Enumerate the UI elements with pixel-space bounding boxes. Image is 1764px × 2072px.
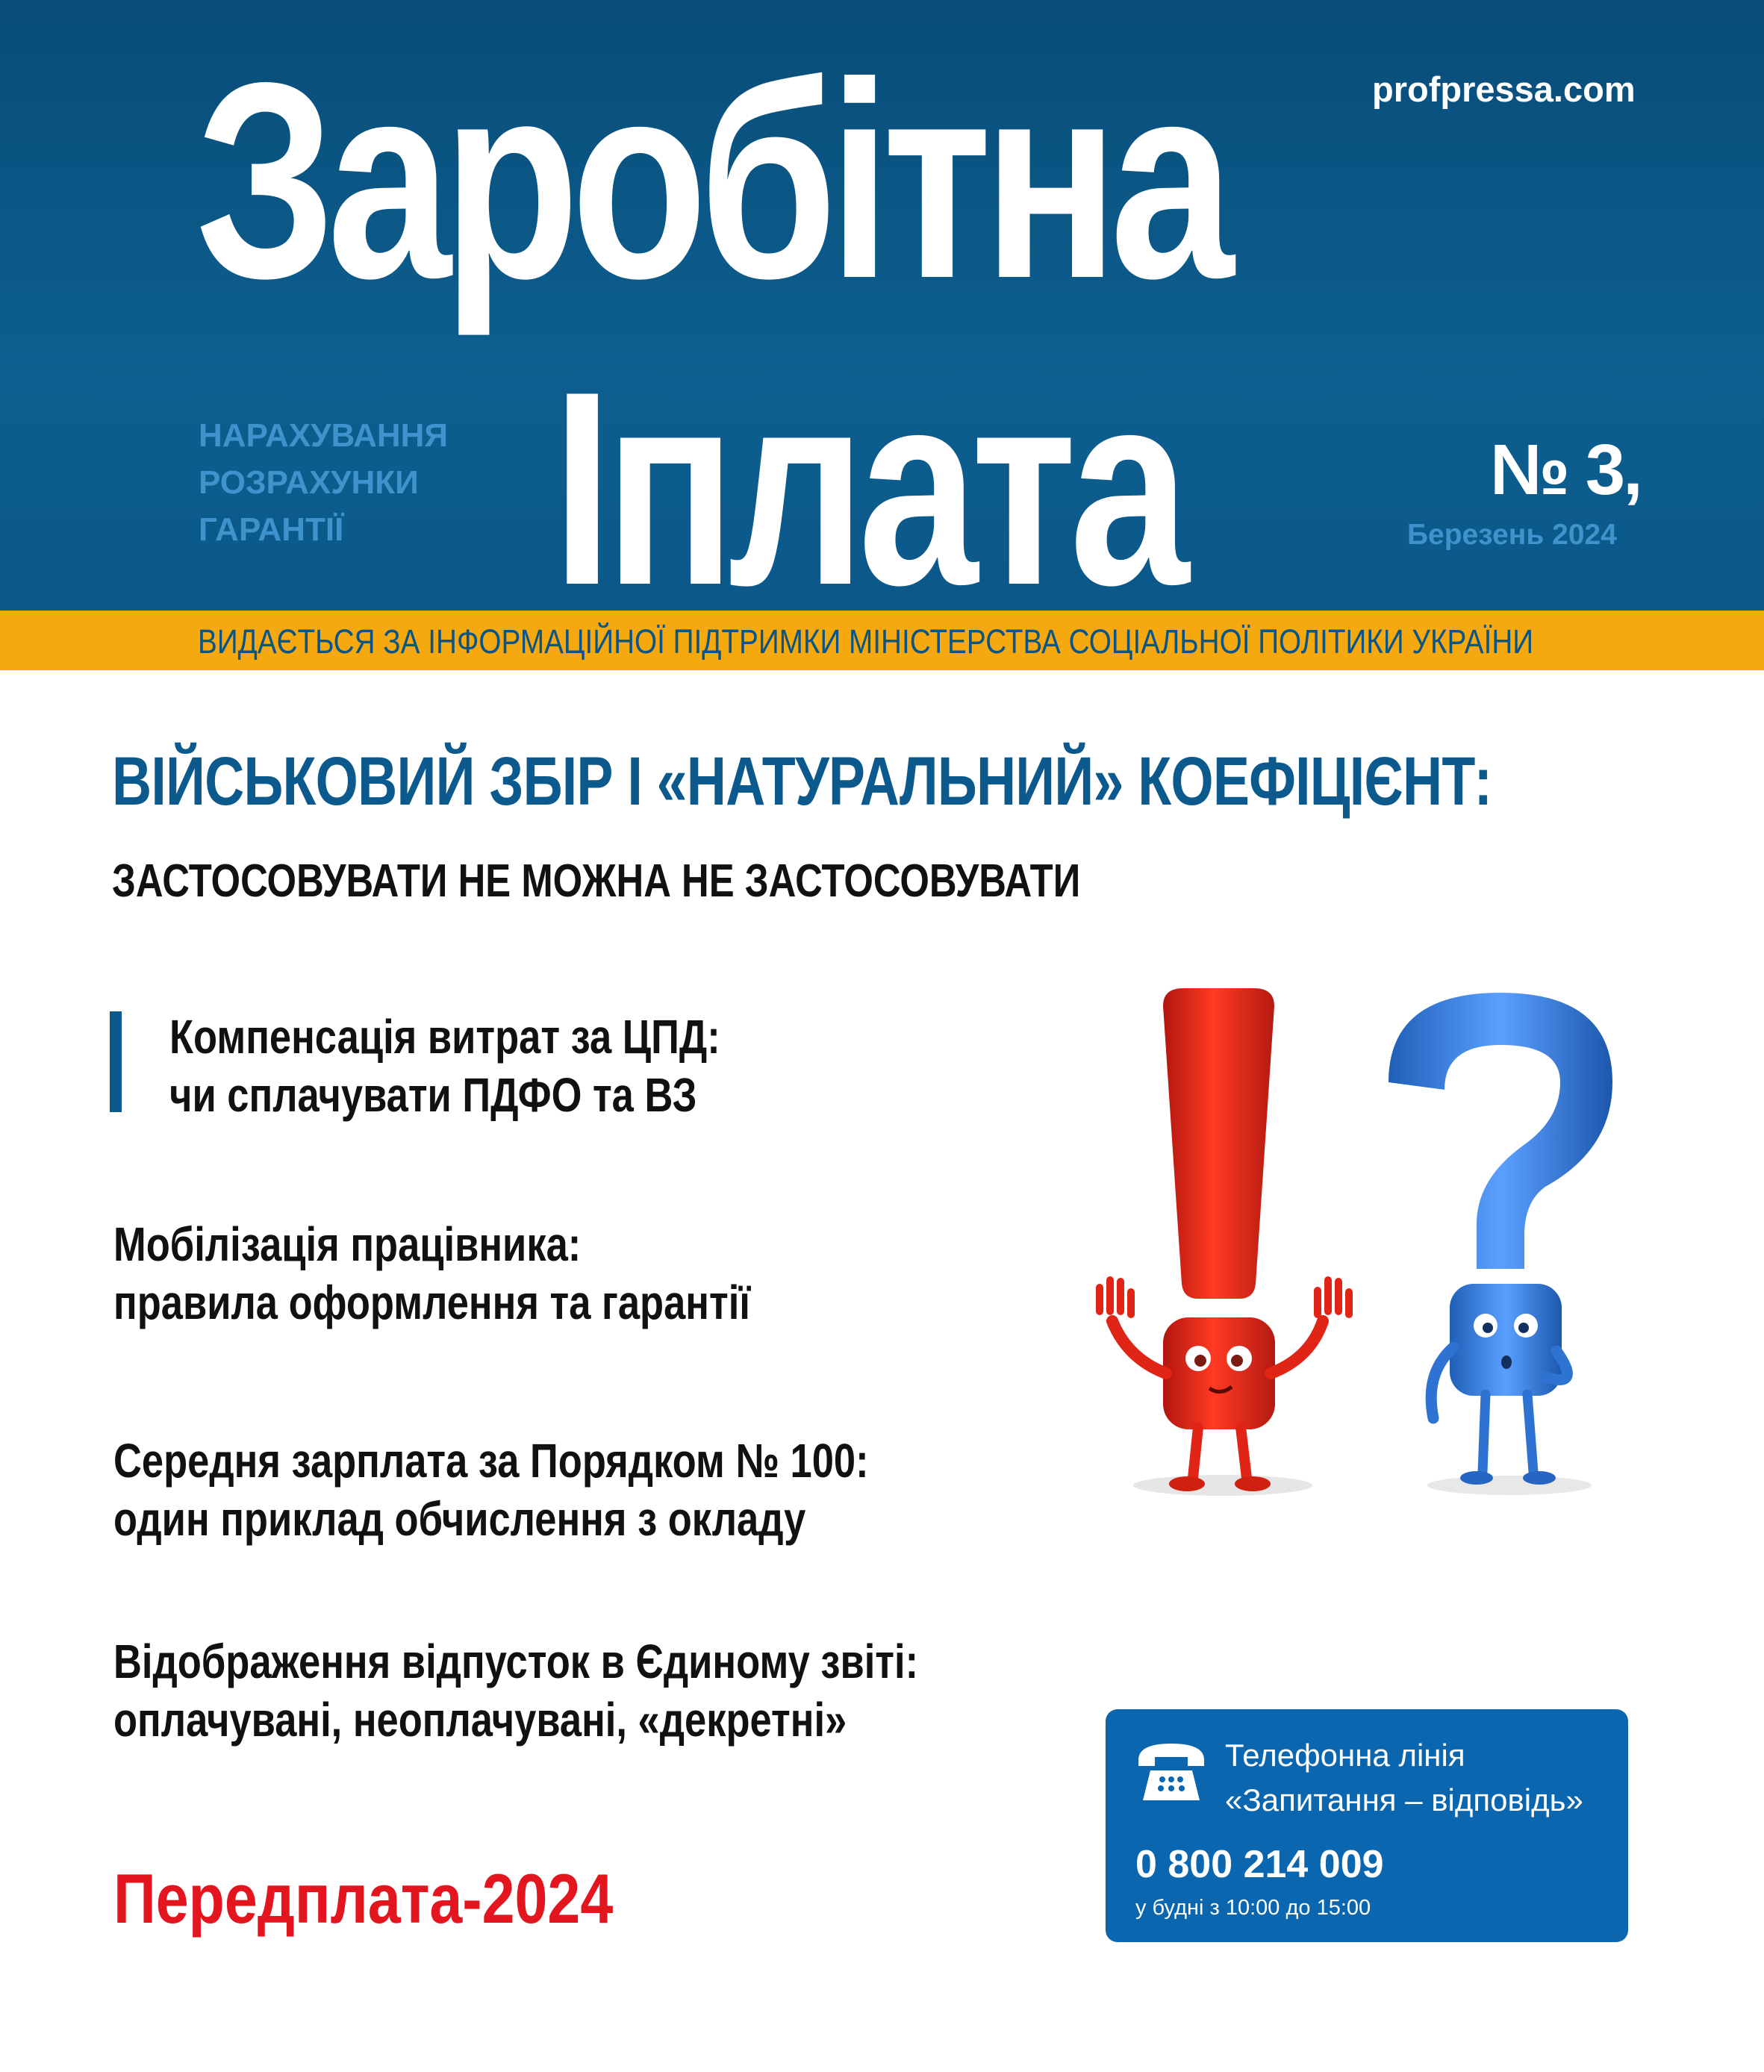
article-accent-bar <box>110 1011 122 1112</box>
subscription-link[interactable]: Передплата-2024 <box>113 1859 614 1938</box>
telephone-icon <box>1134 1738 1209 1805</box>
hotline-title: Телефонна лінія <box>1225 1738 1465 1773</box>
hotline-box[interactable] <box>1106 1709 1628 1942</box>
exclamation-question-illustration <box>1068 970 1642 1508</box>
magazine-title-line2: Іплата <box>552 334 1183 611</box>
main-headline[interactable]: ВІЙСЬКОВИЙ ЗБІР І «НАТУРАЛЬНИЙ» КОЕФІЦІЄНТ: <box>112 743 1492 820</box>
magazine-title-line1: Заробітна <box>196 25 1227 337</box>
article-subtitle: один приклад обчислення з окладу <box>113 1492 806 1546</box>
article-title: Відображення відпусток в Єдиному звіті: <box>113 1635 919 1688</box>
article-title: Мобілізація працівника: <box>113 1217 582 1271</box>
tagline-line: НАРАХУВАННЯ <box>199 417 449 454</box>
article-subtitle: чи сплачувати ПДФО та ВЗ <box>169 1068 697 1122</box>
ministry-banner-text: ВИДАЄТЬСЯ ЗА ІНФОРМАЦІЙНОЇ ПІДТРИМКИ МІНІСТЕРСТВА СОЦІАЛЬНОЇ ПОЛІТИКИ УКРАЇНИ <box>198 622 1534 661</box>
article-subtitle: оплачувані, неоплачувані, «декретні» <box>113 1693 847 1747</box>
tagline-line: ГАРАНТІЇ <box>199 511 344 548</box>
article-title: Середня зарплата за Порядком № 100: <box>113 1434 869 1488</box>
article-subtitle: правила оформлення та гарантії <box>113 1276 751 1329</box>
hotline-hours: у будні з 10:00 до 15:00 <box>1135 1896 1371 1920</box>
article-title: Компенсація витрат за ЦПД: <box>169 1010 720 1064</box>
article-item-cpd[interactable] <box>169 1008 720 1124</box>
article-item-average-salary[interactable] <box>113 1432 869 1548</box>
article-item-leave-report[interactable] <box>113 1632 918 1749</box>
masthead <box>0 0 1764 611</box>
question-character <box>1389 993 1612 1495</box>
article-item-mobilization[interactable] <box>113 1215 750 1332</box>
tagline <box>199 412 448 553</box>
tagline-line: РОЗРАХУНКИ <box>199 464 419 501</box>
hotline-subtitle: «Запитання – відповідь» <box>1225 1782 1583 1817</box>
hotline-phone-number[interactable]: 0 800 214 009 <box>1135 1843 1384 1886</box>
issue-date: Березень 2024 <box>1407 519 1617 551</box>
issue-number: № 3, <box>1490 430 1641 510</box>
main-subheadline: ЗАСТОСОВУВАТИ НЕ МОЖНА НЕ ЗАСТОСОВУВАТИ <box>112 855 1081 907</box>
exclamation-character <box>1096 988 1353 1496</box>
website-link[interactable]: profpressa.com <box>1372 69 1636 109</box>
